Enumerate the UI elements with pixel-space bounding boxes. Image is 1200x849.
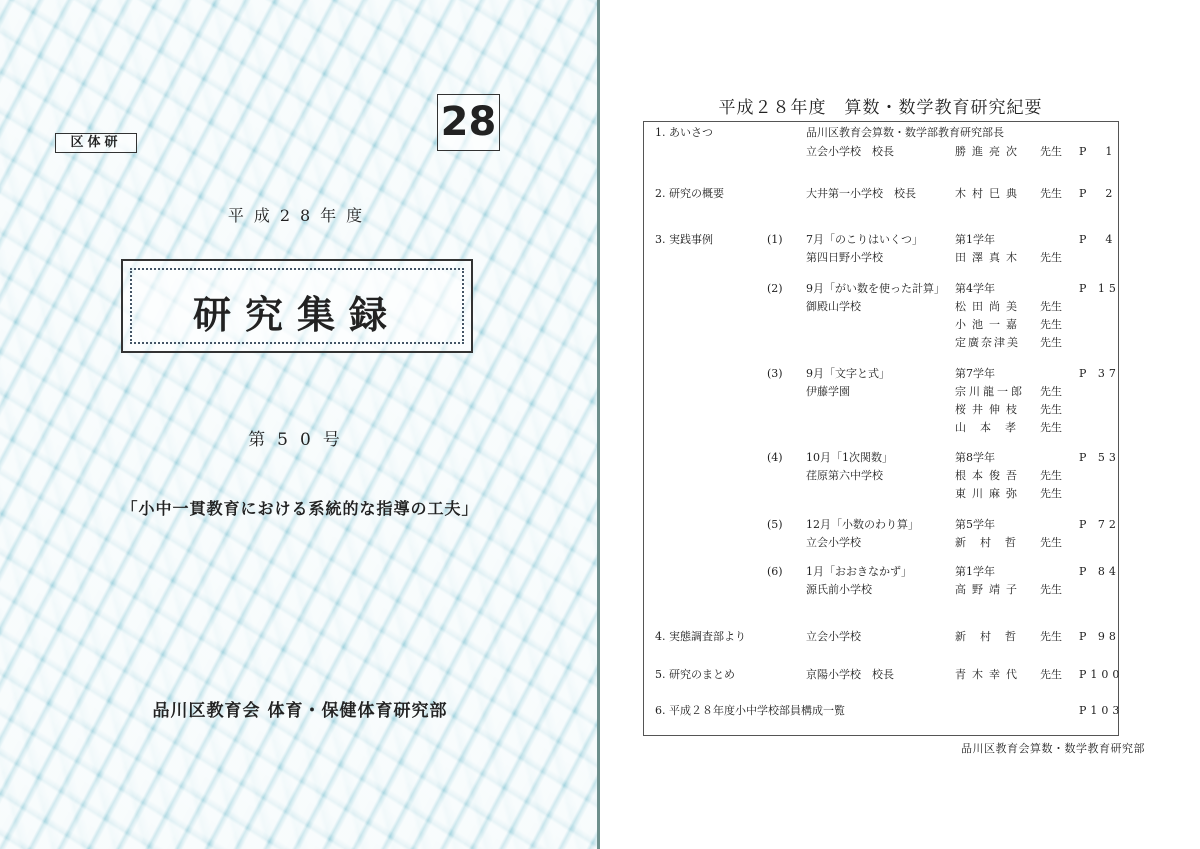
case-school: 源氏前小学校 <box>806 583 872 596</box>
toc-name: 勝進亮次 <box>955 145 1023 158</box>
teacher-name: 高野靖子 <box>955 583 1023 596</box>
toc-page: P 1 <box>1079 145 1117 158</box>
toc-section-label: 5. 研究のまとめ <box>655 668 735 681</box>
case-grade: 第4学年 <box>955 282 995 295</box>
toc-honorific: 先生 <box>1040 668 1062 681</box>
toc-honorific: 先生 <box>1040 487 1062 500</box>
case-school: 伊藤学園 <box>806 385 850 398</box>
case-number: (1) <box>767 233 783 246</box>
toc-honorific: 先生 <box>1040 336 1062 349</box>
case-school: 立会小学校 <box>806 536 861 549</box>
toc-section-label: 3. 実践事例 <box>655 233 713 246</box>
toc-honorific: 先生 <box>1040 251 1062 264</box>
case-number: (2) <box>767 282 783 295</box>
teacher-name: 定廣奈津美 <box>955 336 1020 349</box>
toc-section-label: 6. 平成２８年度小中学校部員構成一覧 <box>655 704 845 717</box>
teacher-name: 宗川龍一郎 <box>955 385 1025 398</box>
case-school: 御殿山学校 <box>806 300 861 313</box>
toc-page: P 72 <box>1079 518 1120 531</box>
cover-theme: 「小中一貫教育における系統的な指導の工夫」 <box>121 499 479 518</box>
toc-name: 青木幸代 <box>955 668 1023 681</box>
toc-page: P 15 <box>1079 282 1120 295</box>
teacher-name: 山本孝 <box>955 421 1030 434</box>
teacher-name: 新村哲 <box>955 536 1030 549</box>
toc-page: P 84 <box>1079 565 1120 578</box>
case-title: 7月「のこりはいくつ」 <box>806 233 923 246</box>
cover-title: 研究集録 <box>192 293 401 337</box>
toc-page: P 4 <box>1079 233 1117 246</box>
toc-section-label: 1. あいさつ <box>655 126 713 139</box>
toc-name: 新村哲 <box>955 630 1030 643</box>
toc-school: 大井第一小学校 校長 <box>806 187 916 200</box>
toc-school: 立会小学校 校長 <box>806 145 894 158</box>
toc-honorific: 先生 <box>1040 300 1062 313</box>
toc-page: P 2 <box>1079 187 1117 200</box>
toc-page: P 53 <box>1079 451 1120 464</box>
case-grade: 第5学年 <box>955 518 995 531</box>
toc-school: 立会小学校 <box>806 630 861 643</box>
case-title: 1月「おおきなかず」 <box>806 565 912 578</box>
case-number: (5) <box>767 518 783 531</box>
case-grade: 第8学年 <box>955 451 995 464</box>
cover-page <box>0 0 597 849</box>
toc-page: P103 <box>1079 704 1124 717</box>
toc-honorific: 先生 <box>1040 583 1062 596</box>
teacher-name: 根本俊吾 <box>955 469 1023 482</box>
teacher-name: 田澤真木 <box>955 251 1023 264</box>
case-school: 荏原第六中学校 <box>806 469 883 482</box>
volume-number: 28 <box>437 94 500 151</box>
toc-section-label: 2. 研究の概要 <box>655 187 724 200</box>
title-frame <box>121 259 473 353</box>
case-title: 9月「文字と式」 <box>806 367 890 380</box>
case-grade: 第7学年 <box>955 367 995 380</box>
toc-school: 京陽小学校 校長 <box>806 668 894 681</box>
teacher-name: 東川麻弥 <box>955 487 1023 500</box>
teacher-name: 小池一嘉 <box>955 318 1023 331</box>
toc-honorific: 先生 <box>1040 385 1062 398</box>
toc-role: 品川区教育会算数・数学部教育研究部長 <box>806 126 1004 139</box>
case-number: (6) <box>767 565 783 578</box>
toc-heading: 平成２８年度 算数・数学教育研究紀要 <box>718 98 1043 118</box>
toc-honorific: 先生 <box>1040 421 1062 434</box>
case-school: 第四日野小学校 <box>806 251 883 264</box>
case-number: (4) <box>767 451 783 464</box>
toc-name: 木村巳典 <box>955 187 1023 200</box>
page-divider <box>597 0 600 849</box>
toc-section-label: 4. 実態調査部より <box>655 630 746 643</box>
teacher-name: 桜井伸枝 <box>955 403 1023 416</box>
toc-page: P 37 <box>1079 367 1120 380</box>
cover-organization: 品川区教育会 体育・保健体育研究部 <box>152 701 448 721</box>
toc-honorific: 先生 <box>1040 469 1062 482</box>
toc-honorific: 先生 <box>1040 145 1062 158</box>
cover-issue: 第50号 <box>248 430 352 450</box>
toc-honorific: 先生 <box>1040 318 1062 331</box>
toc-honorific: 先生 <box>1040 403 1062 416</box>
cover-year: 平成28年度 <box>227 206 373 225</box>
case-number: (3) <box>767 367 783 380</box>
toc-honorific: 先生 <box>1040 536 1062 549</box>
cover-badge: 区体研 <box>55 133 137 153</box>
case-title: 9月「がい数を使った計算」 <box>806 282 945 295</box>
teacher-name: 松田尚美 <box>955 300 1023 313</box>
case-title: 10月「1次関数」 <box>806 451 893 464</box>
toc-honorific: 先生 <box>1040 630 1062 643</box>
toc-page: P100 <box>1079 668 1124 681</box>
toc-page: P 98 <box>1079 630 1120 643</box>
case-title: 12月「小数のわり算」 <box>806 518 919 531</box>
case-grade: 第1学年 <box>955 565 995 578</box>
toc-honorific: 先生 <box>1040 187 1062 200</box>
case-grade: 第1学年 <box>955 233 995 246</box>
toc-footer: 品川区教育会算数・数学教育研究部 <box>961 742 1145 755</box>
